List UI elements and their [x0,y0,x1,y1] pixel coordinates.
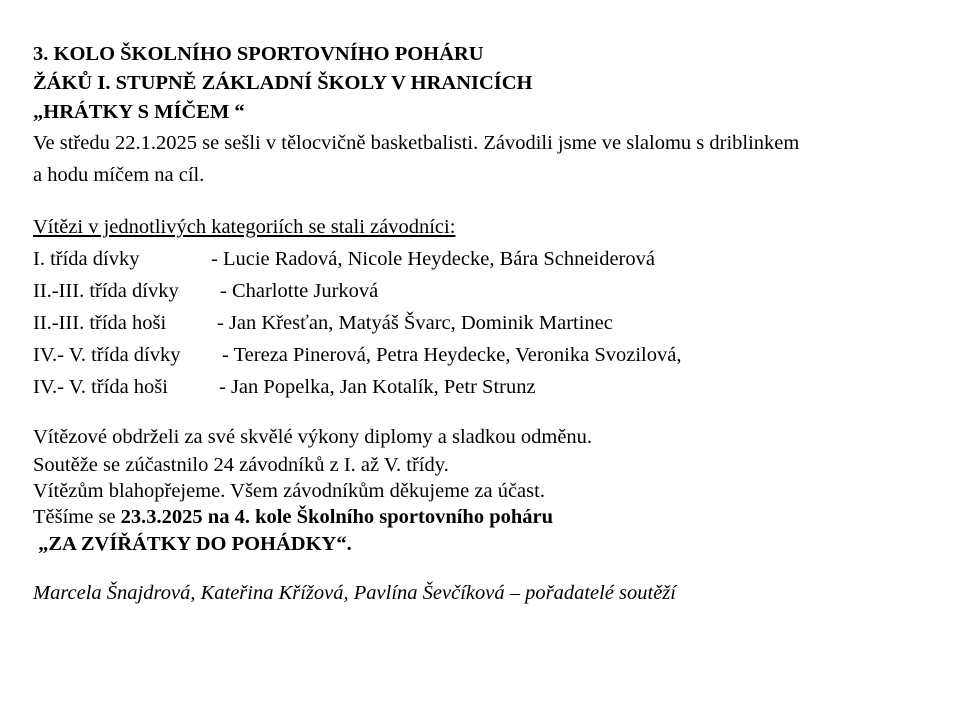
next-round-title: „ZA ZVÍŘÁTKY DO POHÁDKY“. [33,533,352,555]
category-row [33,339,953,371]
next-round-date: 23.3.2025 na 4. kole Školního sportovního poháru [120,506,553,528]
closing-line-2: Soutěže se zúčastnilo 24 závodníků z I. až V. třídy. [33,454,449,476]
category-winners: - Lucie Radová, Nicole Heydecke, Bára Schneiderová [211,248,655,270]
category-winners: - Jan Křesťan, Matyáš Švarc, Dominik Martinec [217,312,613,334]
category-row [33,275,953,307]
category-label: II.-III. třída dívky [33,280,179,302]
category-label: IV.- V. třída hoši [33,376,168,398]
intro-line-2: a hodu míčem na cíl. [33,164,205,186]
category-winners: - Tereza Pinerová, Petra Heydecke, Veronika Svozilová, [222,344,682,366]
category-label: I. třída dívky [33,248,140,270]
title-line-1: 3. KOLO ŠKOLNÍHO SPORTOVNÍHO POHÁRU [33,43,484,65]
category-row [33,243,953,275]
category-row [33,371,953,403]
category-label: IV.- V. třída dívky [33,344,181,366]
category-winners: - Charlotte Jurková [220,280,379,302]
closing-line-4-prefix: Těšíme se [33,506,121,528]
document-title [33,40,953,127]
document-body [33,40,953,608]
closing-line-4 [33,504,953,530]
category-winners: - Jan Popelka, Jan Kotalík, Petr Strunz [219,376,536,398]
category-row [33,307,953,339]
intro-paragraph [33,127,953,191]
category-label: II.-III. třída hoši [33,312,167,334]
closing-paragraph [33,423,953,559]
winners-heading: Vítězi v jednotlivých kategoriích se stali závodníci: [33,216,456,238]
closing-line-1: Vítězové obdrželi za své skvělé výkony diplomy a sladkou odměnu. [33,426,593,448]
winners-section [33,211,953,403]
title-line-2: ŽÁKŮ I. STUPNĚ ZÁKLADNÍ ŠKOLY V HRANICÍCH [33,72,533,94]
title-line-3: „HRÁTKY S MÍČEM “ [33,101,245,123]
closing-line-3: Vítězům blahopřejeme. Všem závodníkům děkujeme za účast. [33,480,545,502]
intro-line-1: Ve středu 22.1.2025 se sešli v tělocvičně basketbalisti. Závodili jsme ve slalomu s driblinkem [33,132,800,154]
organizers-signature: Marcela Šnajdrová, Kateřina Křížová, Pavlína Ševčíková – pořadatelé soutěží [33,582,676,604]
